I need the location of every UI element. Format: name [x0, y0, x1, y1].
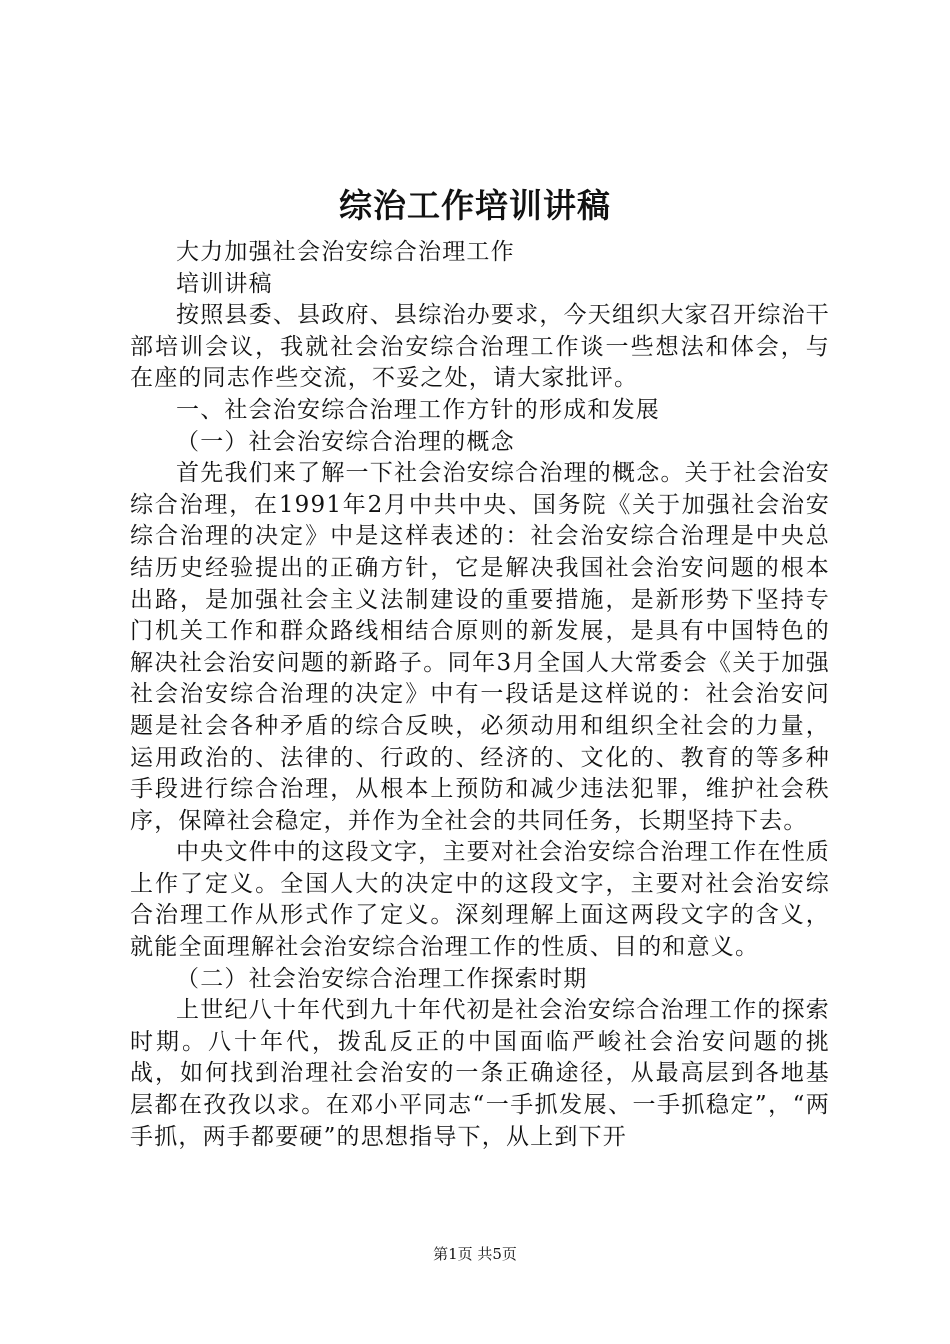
section-heading: 一、社会治安综合治理工作方针的形成和发展 [176, 396, 660, 423]
body-paragraph: 首先我们来了解一下社会治安综合治理的概念。关于社会治安综合治理，在1991年2月中共中央、国务院《关于加强社会治安综合治理的决定》中是这样表述的：社会治安综合治理是中央总结历史经验提出的正确方针，它是解决我国社会治安问题的根本出路，是加强社会主义法制建设的重要措施，是新形势下坚持专门机关工作和群众路线相结合原则的新发展，是具有中国特色的解决社会治安问题的新路子。同年3月全国人大常委会《关于加强社会治安综合治理的决定》中有一段话是这样说的：社会治安问题是社会各种矛盾的综合反映，必须动用和组织全社会的力量，运用政治的、法律的、行政的、经济的、文化的、教育的等多种手段进行综合治理，从根本上预防和减少违法犯罪，维护社会秩序，保障社会稳定，并作为全社会的共同任务，长期坚持下去。 [130, 460, 830, 834]
body-paragraph: 上世纪八十年代到九十年代初是社会治安综合治理工作的探索时期。八十年代，拨乱反正的中国面临严峻社会治安问题的挑战，如何找到治理社会治安的一条正确途径，从最高层到各地基层都在孜孜以求。在邓小平同志“一手抓发展、一手抓稳定”，“两手抓，两手都要硬”的思想指导下，从上到下开 [130, 997, 830, 1150]
subsection-heading: （二）社会治安综合治理工作探索时期 [176, 965, 588, 992]
subtitle-paragraph: 培训讲稿 [176, 270, 273, 297]
page-footer: 第1页 共5页 [433, 1245, 517, 1263]
document-body [130, 237, 830, 1153]
subtitle-paragraph: 大力加强社会治安综合治理工作 [176, 239, 515, 265]
document-title: 综治工作培训讲稿 [339, 186, 611, 225]
subsection-heading: （一）社会治安综合治理的概念 [176, 428, 515, 455]
body-paragraph: 按照县委、县政府、县综治办要求，今天组织大家召开综治干部培训会议，我就社会治安综合治理工作谈一些想法和体会，与在座的同志作些交流，不妥之处，请大家批评。 [130, 302, 830, 392]
body-paragraph: 中央文件中的这段文字，主要对社会治安综合治理工作在性质上作了定义。全国人大的决定中的这段文字，主要对社会治安综合治理工作从形式作了定义。深刻理解上面这两段文字的含义，就能全面理解社会治安综合治理工作的性质、目的和意义。 [130, 839, 830, 961]
